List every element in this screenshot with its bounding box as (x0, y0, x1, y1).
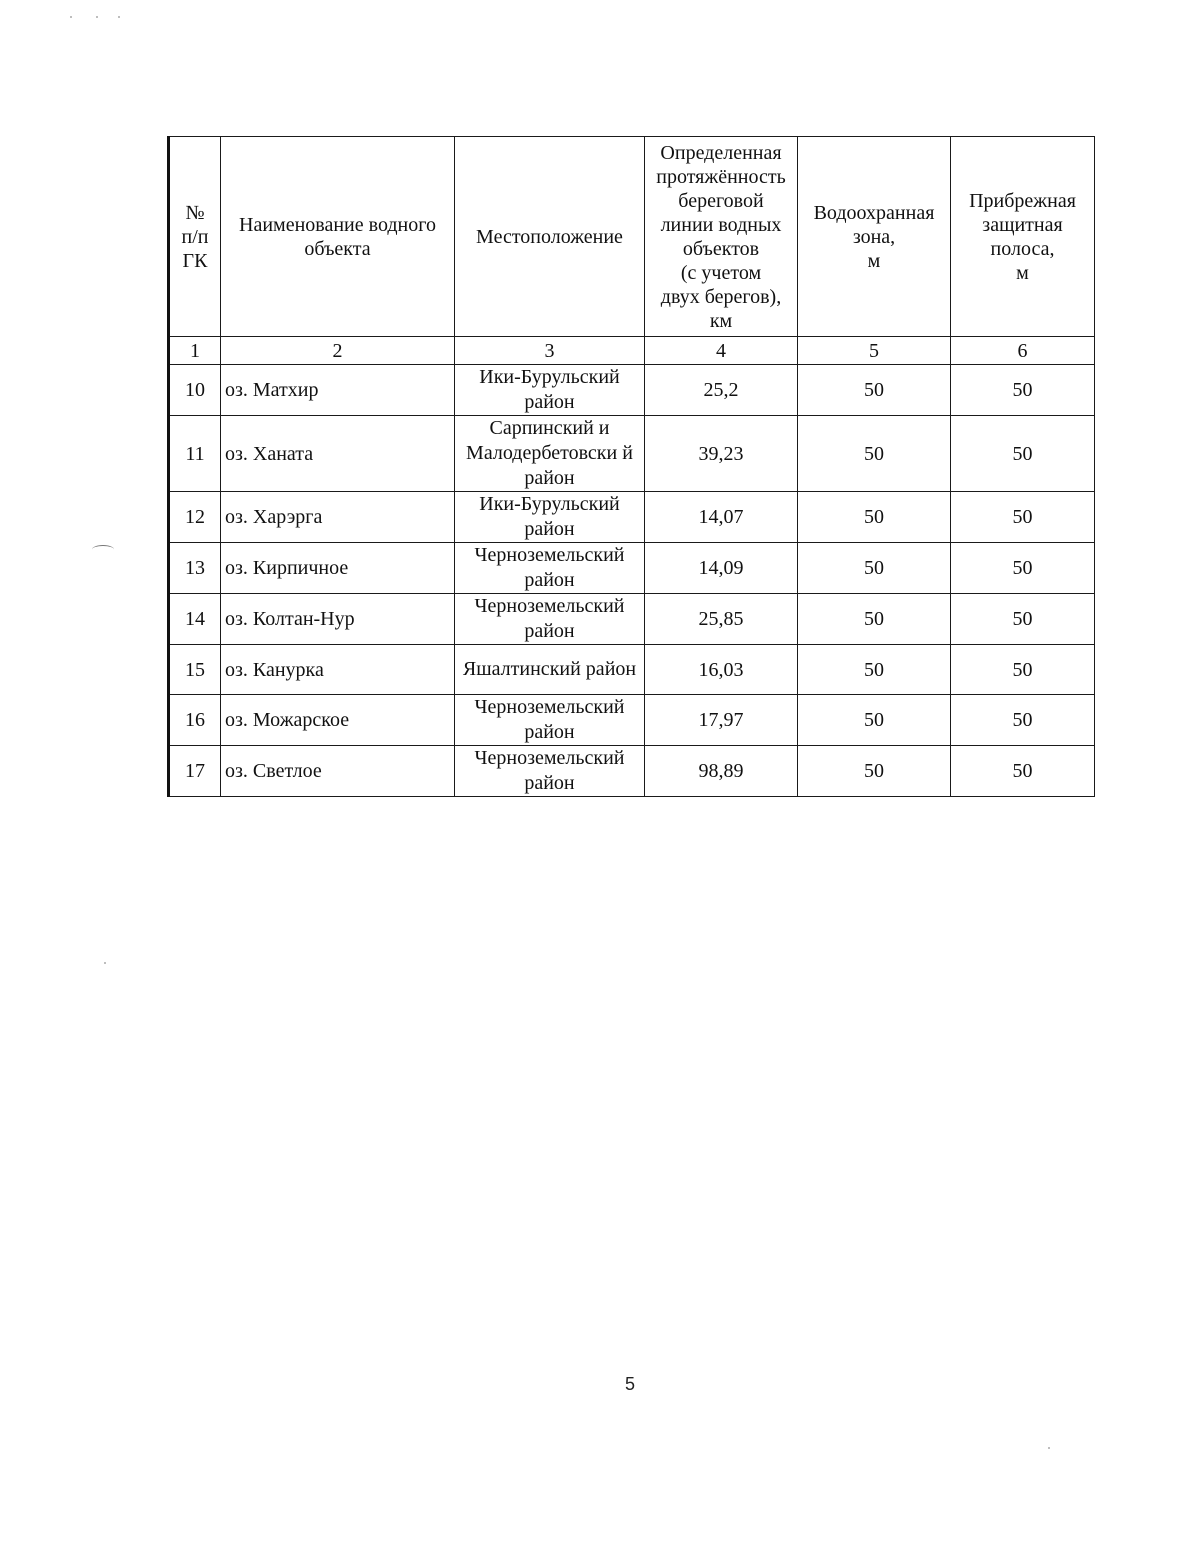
row-number: 17 (169, 746, 221, 797)
water-body-name: оз. Канурка (221, 645, 455, 695)
location: Черноземельский район (455, 543, 645, 594)
scan-mark (92, 545, 114, 554)
table-header-row (169, 137, 1095, 337)
protection-strip: 50 (951, 695, 1095, 746)
protection-strip: 50 (951, 365, 1095, 416)
header-shoreline-length: Определенная протяжённость береговой линии водных объектов (с учетом двух берегов), км (645, 137, 798, 337)
shoreline-length: 14,07 (645, 492, 798, 543)
page-number: 5 (624, 1374, 635, 1394)
protection-zone: 50 (798, 492, 951, 543)
protection-zone: 50 (798, 645, 951, 695)
protection-strip: 50 (951, 746, 1095, 797)
column-number: 3 (455, 337, 645, 365)
header-water-protection-zone: Водоохранная зона, м (798, 137, 951, 337)
table-row (169, 365, 1095, 416)
water-body-name: оз. Колтан-Нур (221, 594, 455, 645)
shoreline-length: 17,97 (645, 695, 798, 746)
water-body-name: оз. Кирпичное (221, 543, 455, 594)
location: Черноземельский район (455, 695, 645, 746)
protection-strip: 50 (951, 492, 1095, 543)
protection-zone: 50 (798, 365, 951, 416)
protection-strip: 50 (951, 645, 1095, 695)
location: Сарпинский и Малодербетовски й район (455, 416, 645, 492)
protection-strip: 50 (951, 416, 1095, 492)
protection-zone: 50 (798, 543, 951, 594)
scan-speck (96, 16, 98, 18)
column-number: 6 (951, 337, 1095, 365)
table-row (169, 645, 1095, 695)
row-number: 12 (169, 492, 221, 543)
water-body-name: оз. Светлое (221, 746, 455, 797)
shoreline-length: 25,2 (645, 365, 798, 416)
table-row (169, 492, 1095, 543)
scan-speck (118, 16, 120, 18)
water-bodies-table (167, 136, 1095, 797)
scan-speck (70, 16, 72, 18)
scan-speck (104, 962, 106, 964)
column-number: 1 (169, 337, 221, 365)
row-number: 10 (169, 365, 221, 416)
location: Яшалтинский район (455, 645, 645, 695)
protection-zone: 50 (798, 594, 951, 645)
protection-strip: 50 (951, 543, 1095, 594)
water-body-name: оз. Можарское (221, 695, 455, 746)
shoreline-length: 16,03 (645, 645, 798, 695)
column-number: 4 (645, 337, 798, 365)
row-number: 15 (169, 645, 221, 695)
water-body-name: оз. Ханата (221, 416, 455, 492)
location: Черноземельский район (455, 746, 645, 797)
shoreline-length: 25,85 (645, 594, 798, 645)
shoreline-length: 39,23 (645, 416, 798, 492)
table-row (169, 594, 1095, 645)
shoreline-length: 98,89 (645, 746, 798, 797)
header-location: Местоположение (455, 137, 645, 337)
protection-zone: 50 (798, 695, 951, 746)
column-number: 5 (798, 337, 951, 365)
row-number: 11 (169, 416, 221, 492)
protection-strip: 50 (951, 594, 1095, 645)
scan-speck (1048, 1447, 1050, 1449)
location: Ики-Бурульский район (455, 365, 645, 416)
location: Черноземельский район (455, 594, 645, 645)
shoreline-length: 14,09 (645, 543, 798, 594)
row-number: 14 (169, 594, 221, 645)
column-number-row (169, 337, 1095, 365)
water-body-name: оз. Харэрга (221, 492, 455, 543)
row-number: 16 (169, 695, 221, 746)
header-number: № п/п ГК (169, 137, 221, 337)
water-body-name: оз. Матхир (221, 365, 455, 416)
location: Ики-Бурульский район (455, 492, 645, 543)
header-name: Наименование водного объекта (221, 137, 455, 337)
table-row (169, 416, 1095, 492)
table-row (169, 543, 1095, 594)
table-row (169, 746, 1095, 797)
table-row (169, 695, 1095, 746)
protection-zone: 50 (798, 416, 951, 492)
header-coastal-protection-strip: Прибрежная защитная полоса, м (951, 137, 1095, 337)
column-number: 2 (221, 337, 455, 365)
row-number: 13 (169, 543, 221, 594)
protection-zone: 50 (798, 746, 951, 797)
